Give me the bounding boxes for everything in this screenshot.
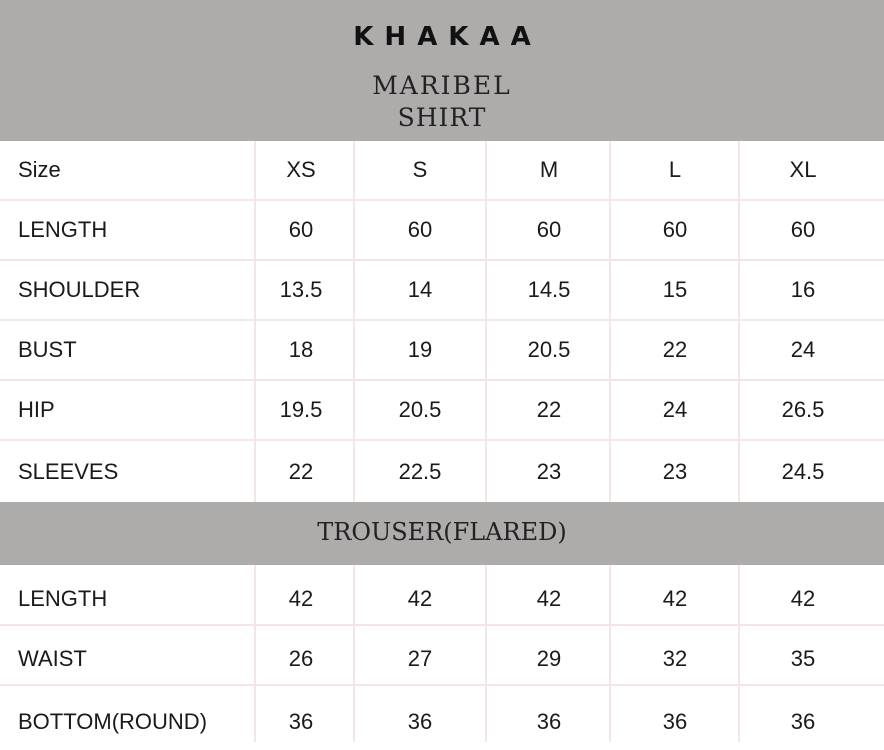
cell-value: 60: [536, 217, 562, 242]
cell-value: 36: [288, 708, 314, 734]
row-divider: [0, 684, 884, 686]
cell-value: 36: [662, 708, 688, 734]
cell-value: 18: [288, 337, 314, 362]
row-label: HIP: [18, 397, 55, 422]
cell-value: 60: [288, 217, 314, 242]
cell-value: 36: [536, 708, 562, 734]
cell-value: 24: [790, 337, 816, 362]
cell-value: 23: [536, 458, 562, 484]
trouser-title: TROUSER(FLARED): [317, 518, 567, 546]
cell-value: 36: [790, 708, 816, 734]
shirt-row: [0, 381, 884, 441]
cell-value: 22: [536, 397, 562, 422]
trouser-row: [0, 633, 884, 685]
cell-value: 35: [790, 646, 816, 671]
cell-value: 20.5: [527, 337, 571, 362]
row-label: BOTTOM(ROUND): [18, 708, 208, 734]
cell-value: XL: [789, 157, 817, 182]
cell-value: 42: [407, 586, 433, 611]
trouser-row: [0, 573, 884, 625]
product-type: SHIRT: [397, 103, 487, 132]
cell-value: 29: [536, 646, 562, 671]
cell-value: 22: [288, 458, 314, 484]
cell-value: S: [412, 157, 428, 182]
cell-value: XS: [286, 157, 316, 182]
trouser-section-header: [0, 502, 884, 565]
row-label: BUST: [18, 337, 77, 362]
cell-value: 20.5: [398, 397, 442, 422]
product-name: MARIBEL: [372, 71, 512, 100]
cell-value: 26: [288, 646, 314, 671]
cell-value: 36: [407, 708, 433, 734]
row-label: WAIST: [18, 646, 87, 671]
cell-value: 60: [790, 217, 816, 242]
row-divider: [0, 624, 884, 626]
cell-value: 13.5: [279, 277, 323, 302]
cell-value: 27: [407, 646, 433, 671]
chart-header: [0, 0, 884, 141]
shirt-row: [0, 321, 884, 381]
row-label: LENGTH: [18, 586, 108, 611]
row-label: LENGTH: [18, 217, 108, 242]
row-label: SHOULDER: [18, 277, 141, 302]
cell-value: 42: [288, 586, 314, 611]
shirt-row: [0, 441, 884, 502]
cell-value: 42: [790, 586, 816, 611]
cell-value: 14.5: [527, 277, 571, 302]
cell-value: 16: [790, 277, 816, 302]
cell-value: L: [668, 157, 682, 182]
cell-value: 60: [407, 217, 433, 242]
cell-value: 42: [536, 586, 562, 611]
size-header-row: [0, 141, 884, 201]
trouser-row: [0, 693, 884, 750]
cell-value: 22: [662, 337, 688, 362]
cell-value: 32: [662, 646, 688, 671]
cell-value: 60: [662, 217, 688, 242]
cell-value: 15: [662, 277, 688, 302]
shirt-row: [0, 201, 884, 261]
cell-value: 14: [407, 277, 433, 302]
cell-value: 19.5: [279, 397, 323, 422]
cell-value: 26.5: [781, 397, 825, 422]
cell-value: 22.5: [398, 458, 442, 484]
cell-value: 24: [662, 397, 688, 422]
brand-logo: KHAKAA: [353, 22, 542, 52]
cell-value: 42: [662, 586, 688, 611]
row-label: Size: [18, 157, 61, 182]
cell-value: 19: [407, 337, 433, 362]
cell-value: 24.5: [781, 458, 825, 484]
cell-value: M: [539, 157, 559, 182]
cell-value: 23: [662, 458, 688, 484]
shirt-row: [0, 261, 884, 321]
row-label: SLEEVES: [18, 458, 119, 484]
